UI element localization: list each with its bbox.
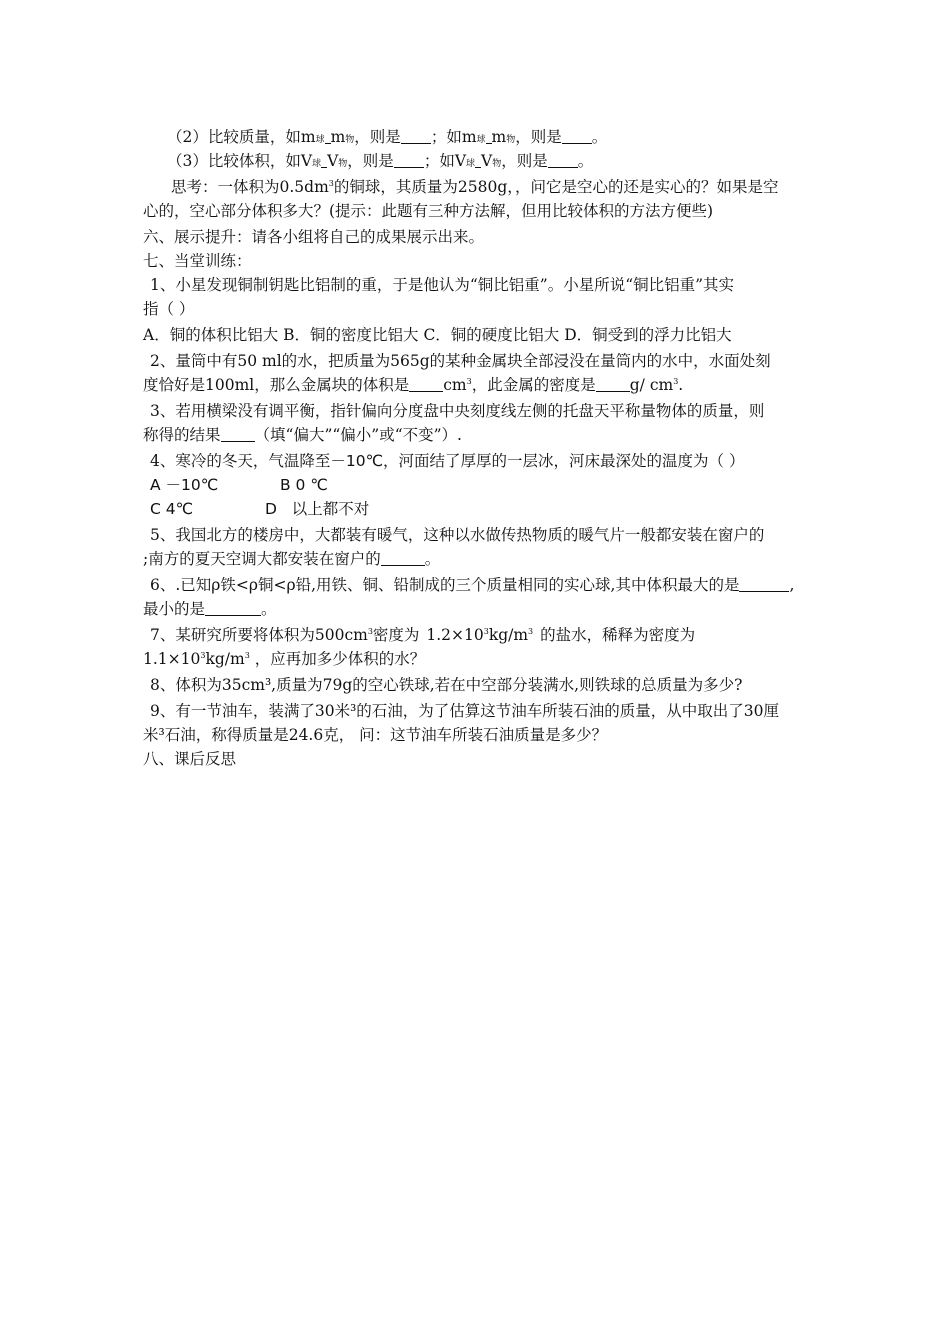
subscript: 球 bbox=[476, 135, 486, 145]
section-7-heading: 七、当堂训练： bbox=[143, 252, 252, 270]
question-4-option-c: C 4℃ bbox=[150, 500, 194, 518]
blank bbox=[739, 575, 789, 592]
text: 。 bbox=[591, 128, 608, 146]
superscript: 3 bbox=[200, 651, 206, 660]
superscript: 3 bbox=[466, 377, 472, 386]
text: V bbox=[327, 152, 339, 170]
text: （2）比较质量，如m bbox=[167, 128, 316, 146]
subscript: 物 bbox=[345, 135, 355, 145]
blank bbox=[221, 425, 255, 442]
blank bbox=[401, 127, 431, 144]
text: . bbox=[678, 376, 684, 394]
text: m bbox=[491, 128, 507, 146]
question-1: 1、小星发现铜制钥匙比铝制的重，于是他认为“铜比铝重”。小星所说“铜比铝重”其实 bbox=[150, 276, 735, 294]
text: 以上都不对 bbox=[291, 500, 370, 518]
question-1-options: A．铜的体积比铝大 B．铜的密度比铝大 C．铜的硬度比铝大 D．铜受到的浮力比铝大 bbox=[143, 326, 732, 344]
text: ;南方的夏天空调大都安装在窗户的 bbox=[143, 550, 381, 568]
compare-volume-line bbox=[167, 150, 593, 175]
question-2: 2、量筒中有50 ml的水，把质量为565g的某种金属块全部浸没在量筒内的水中，水面处刻 bbox=[150, 352, 771, 370]
question-5: 5、我国北方的楼房中，大都装有暖气，这种以水做传热物质的暖气片一般都安装在窗户的 bbox=[150, 526, 765, 544]
think-question-cont: 心的，空心部分体积多大？(提示：此题有三种方法解，但用比较体积的方法方便些) bbox=[143, 202, 714, 220]
superscript: 3 bbox=[328, 179, 334, 188]
text: cm bbox=[443, 376, 467, 394]
text: 最小的是 bbox=[143, 600, 206, 618]
section-6-heading: 六、展示提升：请各小组将自己的成果展示出来。 bbox=[143, 228, 485, 246]
text: D bbox=[265, 500, 277, 518]
subscript: 物 bbox=[492, 159, 502, 169]
text: ，此金属的密度是 bbox=[471, 376, 596, 394]
blank bbox=[205, 599, 261, 616]
question-5-cont bbox=[143, 548, 440, 570]
text: ，则是 bbox=[347, 152, 394, 170]
superscript: 3 bbox=[244, 651, 250, 660]
question-4-option-a: A －10℃ bbox=[150, 476, 219, 494]
text: ；如V bbox=[423, 152, 467, 170]
section-8-heading: 八、课后反思 bbox=[143, 750, 237, 768]
subscript: 物 bbox=[338, 159, 348, 169]
text: 的盐水，稀释为密度为 bbox=[533, 626, 696, 644]
text: ；如m bbox=[430, 128, 477, 146]
text: （3）比较体积，如V bbox=[167, 152, 313, 170]
text: ，则是 bbox=[354, 128, 401, 146]
blank bbox=[596, 375, 630, 392]
text: ，则是 bbox=[501, 152, 548, 170]
superscript: 3 bbox=[528, 627, 534, 636]
question-9-cont: 米³石油，称得质量是24.6克， 问：这节油车所装石油质量是多少？ bbox=[143, 726, 608, 744]
text: kg/m bbox=[205, 650, 245, 668]
compare-mass-line bbox=[167, 126, 607, 151]
text: 6、.已知ρ铁<ρ铜<ρ铅,用铁、铜、铅制成的三个质量相同的实心球,其中体积最大的是 bbox=[150, 576, 740, 594]
subscript: 球 bbox=[466, 159, 476, 169]
text: 7、某研究所要将体积为500cm bbox=[150, 626, 368, 644]
text: g/ cm bbox=[629, 376, 674, 394]
question-6-cont bbox=[143, 598, 277, 620]
text: 。 bbox=[424, 550, 441, 568]
blank bbox=[562, 127, 592, 144]
superscript: 3 bbox=[367, 627, 373, 636]
text: 度恰好是100ml，那么金属块的体积是 bbox=[143, 376, 410, 394]
question-4 bbox=[150, 450, 744, 472]
question-9: 9、有一节油车，装满了30米³的石油，为了估算这节油车所装石油的质量，从中取出了30厘 bbox=[150, 702, 780, 720]
question-2-cont bbox=[143, 374, 683, 396]
text: 的铜球，其质量为2580g，，问它是空心的还是实心的？如果是空 bbox=[333, 178, 779, 196]
subscript: 物 bbox=[506, 135, 516, 145]
text: 。 bbox=[261, 600, 277, 618]
question-6 bbox=[150, 574, 794, 596]
text: 。 bbox=[577, 152, 594, 170]
question-7 bbox=[150, 624, 695, 646]
question-3: 3、若用横梁没有调平衡，指针偏向分度盘中央刻度线左侧的托盘天平称量物体的质量，则 bbox=[150, 402, 765, 420]
question-1-cont: 指（ ） bbox=[143, 300, 195, 318]
question-8: 8、体积为35cm³,质量为79g的空心铁球,若在中空部分装满水,则铁球的总质量为多少? bbox=[150, 676, 743, 694]
text: ，则是 bbox=[515, 128, 562, 146]
text: －10℃ bbox=[330, 452, 384, 470]
text: ，应再加多少体积的水？ bbox=[249, 650, 426, 668]
blank bbox=[409, 375, 443, 392]
question-3-cont bbox=[143, 424, 462, 446]
superscript: 3 bbox=[673, 377, 679, 386]
blank bbox=[548, 151, 578, 168]
question-4-option-b: B 0 ℃ bbox=[280, 476, 328, 494]
text: 密度为 1.2×10 bbox=[372, 626, 484, 644]
text: m bbox=[330, 128, 346, 146]
text: 4、寒冷的冬天，气温降至 bbox=[150, 452, 331, 470]
think-question bbox=[171, 176, 779, 198]
superscript: 3 bbox=[483, 627, 489, 636]
text: V bbox=[481, 152, 493, 170]
text: ，河面结了厚厚的一层冰，河床最深处的温度为（ ） bbox=[383, 452, 745, 470]
blank bbox=[394, 151, 424, 168]
text: 1.1×10 bbox=[143, 650, 201, 668]
text: 思考：一体积为0.5dm bbox=[171, 178, 329, 196]
question-7-cont bbox=[143, 648, 425, 670]
subscript: 球 bbox=[312, 159, 322, 169]
subscript: 球 bbox=[315, 135, 325, 145]
text: , bbox=[789, 576, 795, 594]
text: kg/m bbox=[488, 626, 529, 644]
blank bbox=[381, 549, 425, 566]
text: （填“偏大”“偏小”或“不变”）. bbox=[254, 426, 462, 444]
text: 称得的结果 bbox=[143, 426, 221, 444]
question-4-option-d bbox=[265, 498, 369, 520]
